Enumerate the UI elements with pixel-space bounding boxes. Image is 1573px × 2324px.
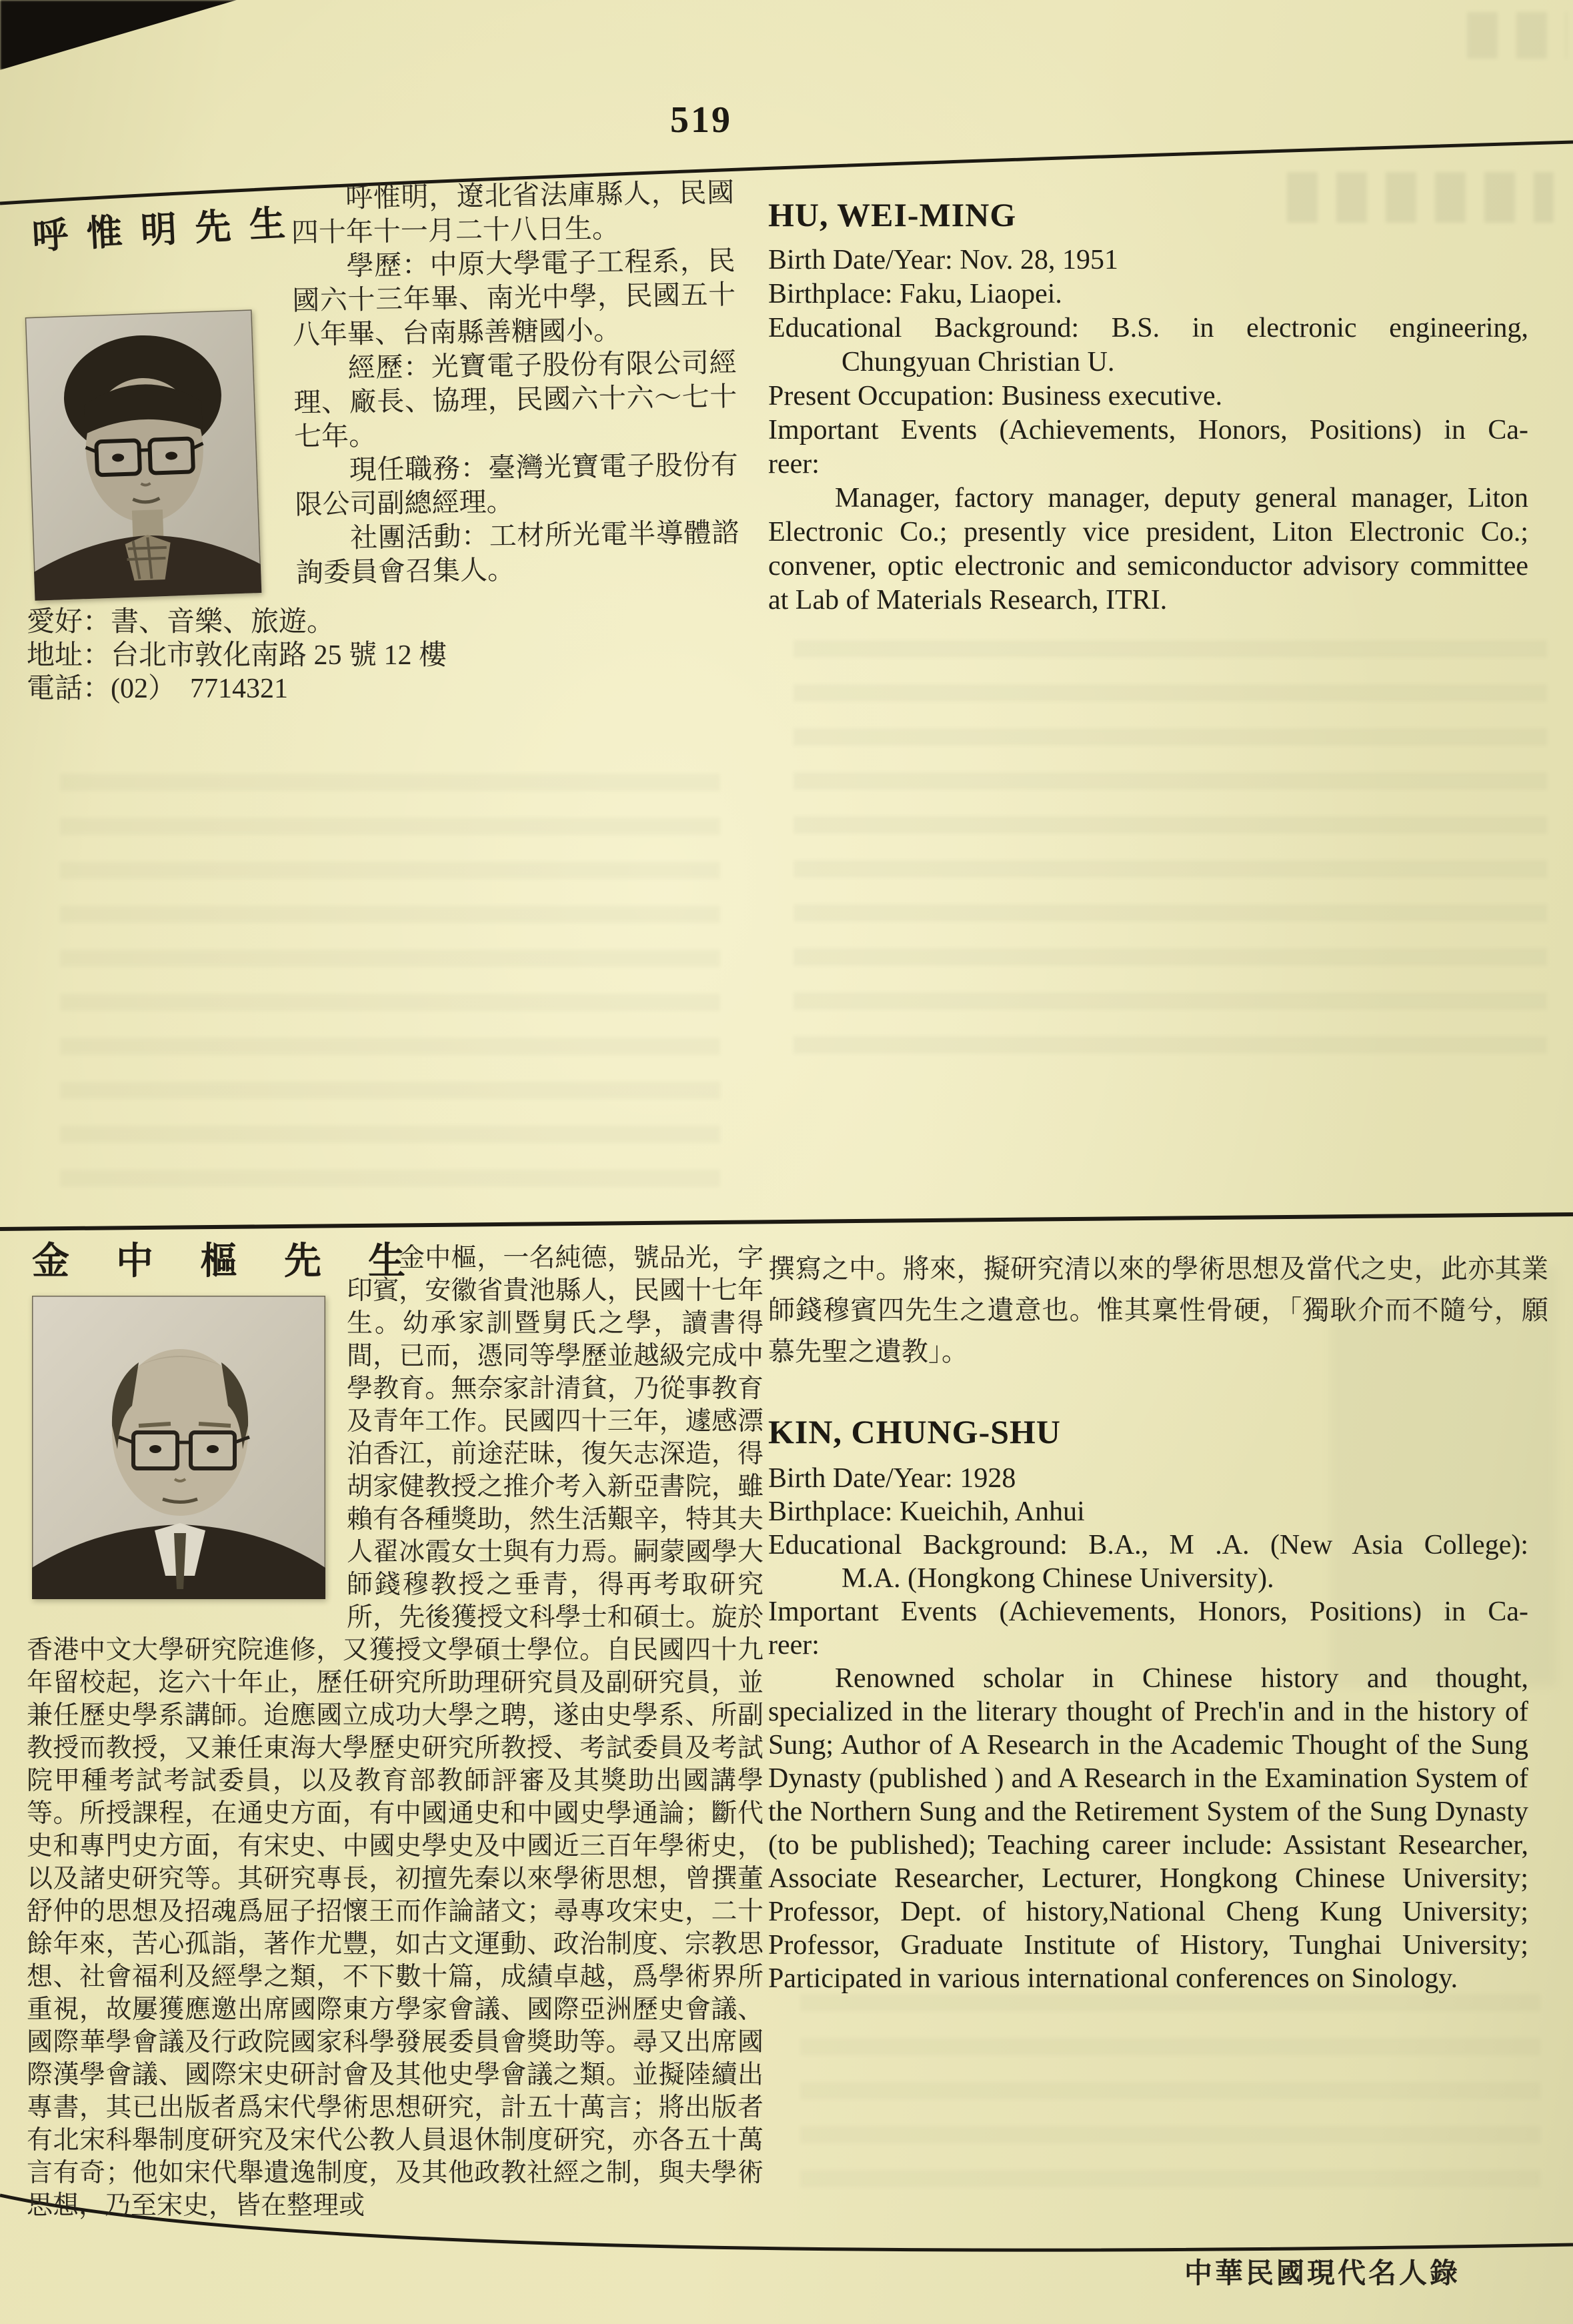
kin-career-paragraph: Renowned scholar in Chinese history and thought, specialized in the literary thought of Prech'in and in the history of Sung; Author of A Research in the Academic Thought of the Sung Dynasty (published ) and A Research in the Examination System of the Northern Sung and the Retirement System of the Sung Dynasty (to be published); Teaching career include: Assistant Researcher, Associate Researcher, Lecturer, Hongkong Chinese University; Professor, Dept. of history,National Cheng Kung University; Professor, Graduate Institute of History, Tunghai University; Participated in various international conferences on Sinology.	[768, 1663, 1528, 1994]
education-line: Educational Background: B.S. in electronic engineering,	[768, 313, 1528, 343]
birthplace-line: Birthplace: Faku, Liaopei.	[768, 279, 1062, 309]
important-events-line-2: reer:	[768, 1630, 820, 1660]
hobby-line: 愛好：書、音樂、旅遊。	[27, 607, 335, 638]
kin-english-name: KIN, CHUNG-SHU	[768, 1413, 1062, 1450]
birth-date-line: Birth Date/Year: 1928	[768, 1463, 1016, 1494]
bio-paragraph: 社團活動：工材所光電半導體諮詢委員會召集人。	[295, 517, 739, 588]
hu-contact-block	[27, 606, 447, 706]
bleed-through-artifact	[794, 640, 1547, 1074]
kin-chinese-biography	[27, 1242, 763, 2222]
hu-english-entry	[768, 195, 1528, 618]
hu-chinese-biography	[291, 175, 739, 590]
important-events-line: Important Events (Achievements, Honors, Positions) in Ca-	[768, 1596, 1528, 1627]
birth-date-line: Birth Date/Year: Nov. 28, 1951	[768, 245, 1118, 275]
important-events-line-2: reer:	[768, 449, 820, 479]
bleed-through-artifact	[1467, 12, 1567, 59]
kin-bio-paragraph: 金中樞，一名純德，號品光，字印賓，安徽省貴池縣人，民國十七年生。幼承家訓暨舅氏之學，讀書得間，已而，憑同等學歷並越級完成中學教育。無奈家計清貧，乃從事教育及青年工作。民國四十三年，遽感漂泊香江，前途茫昧，復矢志深造，得胡家健教授之推介考入新亞書院，雖賴有各種獎助，然生活艱辛，特其夫人翟冰霞女士與有力焉。嗣蒙國學大師錢穆教授之垂青，得再考取研究所，先後獲授文科學士和碩士。旋於香港中文大學研究院進修，又獲授文學碩士學位。自民國四十九年留校起，迄六十年止，歷任研究所助理研究員及副研究員，並兼任歷史學系講師。迨應國立成功大學之聘，遂由史學系、所副教授而教授，又兼任東海大學歷史研究所教授、考試委員及考試院甲種考試考試委員，以及教育部教師評審及其獎助出國講學等。所授課程，在通史方面，有中國通史和中國史學通論；斷代史和專門史方面，有宋史、中國史學史及中國近三百年學術史，以及諸史研究等。其研究專長，初擅先秦以來學術思想，曾撰董舒仲的思想及招魂爲屈子招懷王而作論諸文；尋專攻宋史，二十餘年來，苦心孤詣，著作尤豐，如古文運動、政治制度、宗教思想、社會福利及經學之類，不下數十篇，成績卓越，爲學術界所重視，故屢獲應邀出席國際東方學家會議、國際亞洲歷史會議、國際華學會議及行政院國家科學發展委員會獎助等。尋又出席國際漢學會議、國際宋史研討會及其他史學會議之類。並擬陸續出專書，其已出版者爲宋代學術思想研究，計五十萬言；將出版者有北宋科舉制度研究及宋代公教人員退休制度研究，亦各五十萬言有奇；他如宋代舉遺逸制度，及其他政教社經之制，與夫學術思想，乃至宋史，皆在整理或	[27, 1244, 763, 2220]
hu-portrait-photo	[25, 309, 262, 601]
bio-paragraph: 現任職務：臺灣光寶電子股份有限公司副總經理。	[295, 449, 739, 520]
bleed-through-artifact	[800, 1994, 1540, 2207]
education-line-2: M.A. (Hongkong Chinese University).	[842, 1563, 1274, 1594]
address-line: 地址：台北市敦化南路 25 號 12 樓	[27, 640, 447, 671]
scan-spine-shadow	[0, 0, 237, 70]
entry-heading-hu-wei-ming: 呼 惟 明 先 生	[31, 203, 291, 257]
hu-english-name: HU, WEI-MING	[768, 196, 1017, 233]
kin-heading-photo-block	[27, 1241, 424, 1607]
bio-paragraph: 經歷：光寶電子股份有限公司經理、廠長、協理，民國六十六～七十七年。	[293, 347, 737, 452]
bleed-through-artifact	[60, 774, 720, 1187]
education-line-2: Chungyuan Christian U.	[842, 347, 1115, 377]
birthplace-line: Birthplace: Kueichih, Anhui	[768, 1496, 1085, 1527]
page-number: 519	[670, 99, 732, 141]
entry-heading-kin-chung-shu: 金 中 樞 先 生	[32, 1241, 424, 1282]
bio-paragraph: 學歷：中原大學電子工程系，民國六十三年畢、南光中學，民國五十八年畢、台南縣善糖國小。	[291, 245, 736, 350]
phone-line: 電話：(02） 7714321	[27, 674, 288, 704]
important-events-line: Important Events (Achievements, Honors, Positions) in Ca-	[768, 415, 1528, 445]
kin-bio-continuation: 撰寫之中。將來，擬研究清以來的學術思想及當代之史，此亦其業師錢穆賓四先生之遺意也。惟其稟性骨硬，「獨耿介而不隨兮，願慕先聖之遺教」。	[768, 1254, 1548, 1366]
kin-portrait-photo	[32, 1296, 325, 1599]
education-line: Educational Background: B.A., M .A. (New Asia College):	[768, 1530, 1528, 1560]
bio-paragraph: 呼惟明，遼北省法庫縣人，民國四十年十一月二十八日生。	[291, 177, 735, 248]
hu-career-paragraph: Manager, factory manager, deputy general manager, Liton Electronic Co.; presently vice president, Liton Electronic Co.; convener, optic electronic and semiconductor advisory committee at Lab of Materials Research, ITRI.	[768, 483, 1528, 616]
kin-english-entry	[768, 1412, 1528, 1995]
book-title-footer: 中華民國現代名人錄	[1184, 2259, 1460, 2289]
occupation-line: Present Occupation: Business executive.	[768, 381, 1223, 411]
